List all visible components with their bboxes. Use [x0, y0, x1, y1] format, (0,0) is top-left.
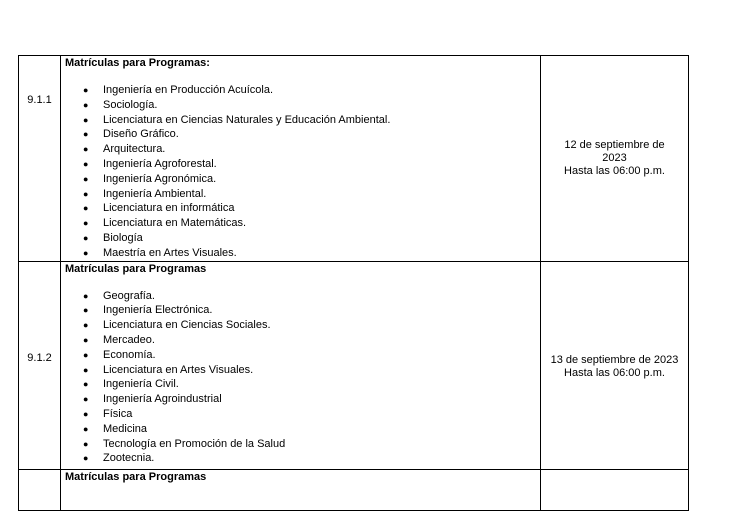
list-item: ● Ingeniería Agroindustrial [83, 393, 222, 406]
bullet-icon: ● [83, 334, 89, 345]
bullet-icon: ● [83, 320, 89, 331]
deadline-time: Hasta las 06:00 p.m. [564, 164, 665, 177]
bullet-icon: ● [83, 290, 89, 301]
bullet-icon: ● [83, 144, 89, 155]
table-row [19, 56, 689, 262]
programs-heading: Matrículas para Programas [65, 470, 207, 483]
programs-heading: Matrículas para Programas: [65, 57, 210, 69]
bullet-icon: ● [83, 394, 89, 405]
deadline-cell [541, 469, 689, 510]
list-item: ● Medicina [83, 422, 148, 435]
bullet-icon: ● [83, 364, 89, 375]
bullet-icon: ● [83, 99, 89, 110]
list-item: ● Física [83, 407, 133, 420]
bullet-icon: ● [83, 218, 89, 229]
list-item: ● Licenciatura en Ciencias Naturales y Educación Ambiental. [83, 113, 391, 126]
program-list [65, 83, 540, 261]
programs-heading: Matrículas para Programas [65, 262, 207, 275]
bullet-icon: ● [83, 188, 89, 199]
list-item: ● Biología [83, 231, 143, 244]
deadline-date: 13 de septiembre de 2023 [550, 354, 679, 367]
bullet-icon: ● [83, 379, 89, 390]
list-item: ● Maestría en Artes Visuales. [83, 246, 237, 259]
bullet-icon: ● [83, 173, 89, 184]
table-row [19, 261, 689, 469]
list-item: ● Diseño Gráfico. [83, 128, 179, 141]
deadline-date: 12 de septiembre de [564, 138, 665, 151]
bullet-icon: ● [83, 232, 89, 243]
list-item: ● Licenciatura en informática [83, 202, 235, 215]
list-item: ● Ingeniería Ambiental. [83, 187, 207, 200]
item-number-cell [19, 56, 61, 262]
item-number-cell [19, 469, 61, 510]
bullet-icon: ● [83, 129, 89, 140]
deadline-time: Hasta las 06:00 p.m. [564, 367, 665, 380]
programs-cell [61, 469, 541, 510]
list-item: ● Ingeniería Agroforestal. [83, 157, 217, 170]
enrollment-schedule-table [18, 55, 689, 511]
bullet-icon: ● [83, 438, 89, 449]
bullet-icon: ● [83, 423, 89, 434]
bullet-icon: ● [83, 85, 89, 95]
item-number: 9.1.1 [27, 94, 52, 107]
list-item: ● Mercadeo. [83, 333, 155, 346]
bullet-icon: ● [83, 305, 89, 316]
list-item: ● Geografía. [83, 289, 155, 302]
list-item: ● Licenciatura en Matemáticas. [83, 217, 247, 230]
deadline-cell [541, 56, 689, 262]
programs-cell [61, 261, 541, 469]
list-item: ● Ingeniería Electrónica. [83, 304, 213, 317]
bullet-icon: ● [83, 349, 89, 360]
deadline-cell [541, 261, 689, 469]
program-list [65, 289, 540, 467]
list-item: ● Licenciatura en Ciencias Sociales. [83, 319, 271, 332]
bullet-icon: ● [83, 114, 89, 125]
list-item: ● Arquitectura. [83, 143, 166, 156]
bullet-icon: ● [83, 203, 89, 214]
bullet-icon: ● [83, 247, 89, 258]
item-number: 9.1.2 [27, 352, 52, 365]
bullet-icon: ● [83, 158, 89, 169]
list-item: ● Ingeniería Agronómica. [83, 172, 217, 185]
table-row [19, 469, 689, 510]
bullet-icon: ● [83, 453, 89, 464]
programs-cell [61, 56, 541, 262]
list-item: ● Zootecnia. [83, 452, 155, 465]
deadline-year: 2023 [602, 151, 627, 164]
list-item: ● Ingeniería en Producción Acuícola. [83, 84, 274, 96]
list-item: ● Sociología. [83, 98, 158, 111]
list-item: ● Tecnología en Promoción de la Salud [83, 437, 286, 450]
item-number-cell [19, 261, 61, 469]
list-item: ● Licenciatura en Artes Visuales. [83, 363, 254, 376]
list-item: ● Ingeniería Civil. [83, 378, 179, 391]
bullet-icon: ● [83, 408, 89, 419]
list-item: ● Economía. [83, 348, 156, 361]
